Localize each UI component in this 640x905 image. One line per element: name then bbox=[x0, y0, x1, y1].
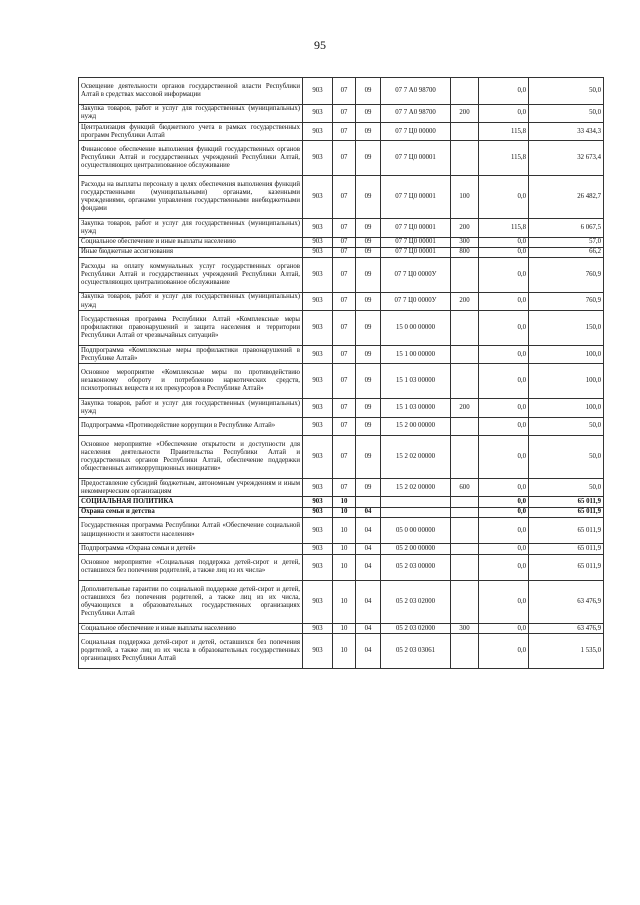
table-cell-name: Централизация функций бюджетного учета в рамках государственных программ Республики Алтай bbox=[79, 123, 303, 141]
table-row bbox=[79, 237, 604, 247]
table-row bbox=[79, 417, 604, 435]
table-cell-target-article: 15 1 03 00000 bbox=[381, 364, 451, 399]
table-cell-target-article: 15 2 00 00000 bbox=[381, 417, 451, 435]
table-cell-amount-change: 0,0 bbox=[479, 479, 529, 497]
table-cell-subsection: 09 bbox=[356, 311, 381, 346]
table-cell-subsection: 04 bbox=[356, 544, 381, 554]
table-cell-admin-code: 903 bbox=[303, 141, 333, 176]
table-cell-amount-total: 100,0 bbox=[529, 346, 604, 364]
table-cell-section: 07 bbox=[333, 364, 356, 399]
table-cell-subsection: 04 bbox=[356, 554, 381, 581]
table-cell-expense-type bbox=[451, 436, 479, 479]
table-cell-target-article: 05 2 03 02000 bbox=[381, 624, 451, 634]
table-cell-admin-code: 903 bbox=[303, 176, 333, 219]
table-cell-subsection: 09 bbox=[356, 219, 381, 237]
table-cell-subsection: 09 bbox=[356, 176, 381, 219]
table-cell-admin-code: 903 bbox=[303, 436, 333, 479]
table-row bbox=[79, 544, 604, 554]
table-cell-expense-type: 600 bbox=[451, 479, 479, 497]
table-cell-amount-change: 0,0 bbox=[479, 497, 529, 507]
table-cell-section: 07 bbox=[333, 176, 356, 219]
table-cell-amount-change: 115,8 bbox=[479, 123, 529, 141]
table-cell-name: Социальное обеспечение и иные выплаты населению bbox=[79, 237, 303, 247]
table-cell-name: Основное мероприятие «Обеспечение открытости и доступности для населения деятельности Правительства Республики Алтай и государственных органов Республики Алтай, обеспечение поддержки общественных антикоррупционных инициатив» bbox=[79, 436, 303, 479]
table-cell-expense-type bbox=[451, 634, 479, 669]
table-cell-admin-code: 903 bbox=[303, 247, 333, 257]
table-cell-amount-change: 0,0 bbox=[479, 258, 529, 293]
table-cell-section: 07 bbox=[333, 123, 356, 141]
table-row bbox=[79, 581, 604, 624]
table-cell-subsection: 09 bbox=[356, 237, 381, 247]
table-cell-subsection: 09 bbox=[356, 364, 381, 399]
table-cell-amount-change: 115,8 bbox=[479, 141, 529, 176]
table-cell-amount-total: 50,0 bbox=[529, 436, 604, 479]
table-cell-section: 07 bbox=[333, 78, 356, 105]
table-cell-name: Государственная программа Республики Алтай «Обеспечение социальной защищенности и занятости населения» bbox=[79, 517, 303, 544]
table-cell-expense-type bbox=[451, 141, 479, 176]
table-cell-section: 10 bbox=[333, 497, 356, 507]
table-cell-subsection: 09 bbox=[356, 479, 381, 497]
table-cell-name: Подпрограмма «Комплексные меры профилактики правонарушений в Республике Алтай» bbox=[79, 346, 303, 364]
table-cell-amount-change: 0,0 bbox=[479, 364, 529, 399]
table-cell-subsection: 09 bbox=[356, 123, 381, 141]
table-cell-amount-change: 0,0 bbox=[479, 78, 529, 105]
table-cell-target-article: 07 7 Ц0 00000 bbox=[381, 123, 451, 141]
table-cell-expense-type: 100 bbox=[451, 176, 479, 219]
table-row bbox=[79, 123, 604, 141]
table-cell-admin-code: 903 bbox=[303, 399, 333, 417]
table-cell-section: 10 bbox=[333, 507, 356, 517]
table-cell-admin-code: 903 bbox=[303, 311, 333, 346]
table-cell-admin-code: 903 bbox=[303, 123, 333, 141]
table-cell-section: 10 bbox=[333, 517, 356, 544]
table-cell-name: Закупка товаров, работ и услуг для государственных (муниципальных) нужд bbox=[79, 292, 303, 310]
table-cell-expense-type bbox=[451, 417, 479, 435]
table-row bbox=[79, 219, 604, 237]
table-cell-name: Иные бюджетные ассигнования bbox=[79, 247, 303, 257]
table-row bbox=[79, 176, 604, 219]
table-cell-admin-code: 903 bbox=[303, 479, 333, 497]
table-cell-expense-type bbox=[451, 554, 479, 581]
table-row bbox=[79, 141, 604, 176]
table-cell-amount-total: 33 434,3 bbox=[529, 123, 604, 141]
table-cell-section: 07 bbox=[333, 247, 356, 257]
table-cell-name: Дополнительные гарантии по социальной поддержке детей-сирот и детей, оставшихся без попечения родителей, а также лиц из их числа, обучающихся в образовательных государственных организациях Республики Алтай bbox=[79, 581, 303, 624]
table-cell-subsection: 04 bbox=[356, 517, 381, 544]
table-row bbox=[79, 507, 604, 517]
table-cell-name: СОЦИАЛЬНАЯ ПОЛИТИКА bbox=[79, 497, 303, 507]
table-cell-subsection: 09 bbox=[356, 78, 381, 105]
table-cell-amount-total: 63 476,9 bbox=[529, 581, 604, 624]
table-cell-section: 10 bbox=[333, 634, 356, 669]
table-cell-name: Закупка товаров, работ и услуг для государственных (муниципальных) нужд bbox=[79, 399, 303, 417]
table-cell-admin-code: 903 bbox=[303, 634, 333, 669]
table-cell-admin-code: 903 bbox=[303, 346, 333, 364]
table-cell-amount-total: 57,0 bbox=[529, 237, 604, 247]
table-cell-name: Закупка товаров, работ и услуг для государственных (муниципальных) нужд bbox=[79, 104, 303, 122]
table-cell-name: Охрана семьи и детства bbox=[79, 507, 303, 517]
table-cell-section: 10 bbox=[333, 554, 356, 581]
table-cell-section: 07 bbox=[333, 292, 356, 310]
table-cell-target-article: 15 1 00 00000 bbox=[381, 346, 451, 364]
table-cell-subsection: 09 bbox=[356, 141, 381, 176]
table-cell-amount-total: 65 011,9 bbox=[529, 554, 604, 581]
table-cell-amount-change: 0,0 bbox=[479, 417, 529, 435]
table-cell-amount-change: 0,0 bbox=[479, 311, 529, 346]
table-cell-name: Государственная программа Республики Алтай «Комплексные меры профилактики правонарушений и защита населения и территории Республики Алтай от чрезвычайных ситуаций» bbox=[79, 311, 303, 346]
table-cell-subsection: 09 bbox=[356, 417, 381, 435]
table-cell-amount-total: 760,9 bbox=[529, 292, 604, 310]
table-cell-amount-change: 0,0 bbox=[479, 544, 529, 554]
table-cell-admin-code: 903 bbox=[303, 517, 333, 544]
table-cell-amount-change: 0,0 bbox=[479, 581, 529, 624]
table-cell-name: Социальная поддержка детей-сирот и детей, оставшихся без попечения родителей, а также лиц из их числа в образовательных государственных организациях Республики Алтай bbox=[79, 634, 303, 669]
table-cell-amount-change: 0,0 bbox=[479, 176, 529, 219]
table-cell-target-article: 05 0 00 00000 bbox=[381, 517, 451, 544]
table-cell-admin-code: 903 bbox=[303, 507, 333, 517]
table-cell-name: Подпрограмма «Охрана семьи и детей» bbox=[79, 544, 303, 554]
table-cell-amount-total: 50,0 bbox=[529, 417, 604, 435]
table-cell-amount-total: 50,0 bbox=[529, 479, 604, 497]
table-cell-subsection: 04 bbox=[356, 581, 381, 624]
table-cell-expense-type bbox=[451, 258, 479, 293]
table-cell-expense-type bbox=[451, 346, 479, 364]
table-cell-expense-type bbox=[451, 581, 479, 624]
table-cell-name: Основное мероприятие «Комплексные меры по противодействию незаконному обороту и потреблению наркотических средств, психотропных веществ и их прекурсоров в Республике Алтай» bbox=[79, 364, 303, 399]
table-cell-subsection: 09 bbox=[356, 104, 381, 122]
table-cell-amount-total: 65 011,9 bbox=[529, 507, 604, 517]
table-cell-subsection: 04 bbox=[356, 624, 381, 634]
table-row bbox=[79, 78, 604, 105]
table-row bbox=[79, 104, 604, 122]
table-cell-expense-type bbox=[451, 497, 479, 507]
table-cell-amount-change: 0,0 bbox=[479, 517, 529, 544]
table-cell-section: 07 bbox=[333, 436, 356, 479]
table-cell-amount-change: 0,0 bbox=[479, 436, 529, 479]
table-cell-amount-change: 0,0 bbox=[479, 346, 529, 364]
table-cell-amount-total: 6 067,5 bbox=[529, 219, 604, 237]
table-cell-target-article bbox=[381, 497, 451, 507]
table-cell-section: 07 bbox=[333, 417, 356, 435]
table-row bbox=[79, 634, 604, 669]
table-cell-subsection: 04 bbox=[356, 634, 381, 669]
table-cell-amount-total: 66,2 bbox=[529, 247, 604, 257]
page-number: 95 bbox=[314, 38, 326, 52]
table-cell-section: 07 bbox=[333, 219, 356, 237]
table-cell-admin-code: 903 bbox=[303, 497, 333, 507]
table-row bbox=[79, 346, 604, 364]
table-cell-target-article: 07 7 Ц0 0000У bbox=[381, 258, 451, 293]
table-cell-amount-total: 32 673,4 bbox=[529, 141, 604, 176]
table-cell-section: 07 bbox=[333, 399, 356, 417]
table-cell-section: 07 bbox=[333, 104, 356, 122]
table-cell-amount-change: 0,0 bbox=[479, 634, 529, 669]
table-cell-expense-type bbox=[451, 123, 479, 141]
table-cell-target-article: 07 7 Ц0 00001 bbox=[381, 141, 451, 176]
table-cell-amount-total: 50,0 bbox=[529, 78, 604, 105]
table-cell-expense-type bbox=[451, 311, 479, 346]
table-cell-amount-change: 0,0 bbox=[479, 399, 529, 417]
table-row bbox=[79, 399, 604, 417]
budget-table bbox=[78, 77, 604, 669]
table-row bbox=[79, 292, 604, 310]
table-cell-subsection: 09 bbox=[356, 247, 381, 257]
table-row bbox=[79, 436, 604, 479]
table-cell-amount-total: 50,0 bbox=[529, 104, 604, 122]
table-cell-admin-code: 903 bbox=[303, 237, 333, 247]
table-row bbox=[79, 554, 604, 581]
table-cell-admin-code: 903 bbox=[303, 78, 333, 105]
table-cell-amount-total: 1 535,0 bbox=[529, 634, 604, 669]
table-cell-section: 10 bbox=[333, 624, 356, 634]
table-cell-expense-type bbox=[451, 507, 479, 517]
table-cell-expense-type: 300 bbox=[451, 624, 479, 634]
table-cell-expense-type: 200 bbox=[451, 219, 479, 237]
table-cell-target-article: 15 1 03 00000 bbox=[381, 399, 451, 417]
table-cell-expense-type: 300 bbox=[451, 237, 479, 247]
table-cell-admin-code: 903 bbox=[303, 292, 333, 310]
table-cell-section: 07 bbox=[333, 258, 356, 293]
table-cell-section: 10 bbox=[333, 544, 356, 554]
table-row bbox=[79, 624, 604, 634]
table-cell-amount-change: 0,0 bbox=[479, 554, 529, 581]
table-cell-section: 07 bbox=[333, 479, 356, 497]
table-cell-amount-total: 100,0 bbox=[529, 399, 604, 417]
table-cell-amount-change: 0,0 bbox=[479, 507, 529, 517]
table-cell-target-article: 07 7 Ц0 00001 bbox=[381, 247, 451, 257]
table-cell-amount-change: 0,0 bbox=[479, 237, 529, 247]
table-cell-target-article: 07 7 А0 98700 bbox=[381, 104, 451, 122]
table-cell-expense-type: 800 bbox=[451, 247, 479, 257]
table-cell-section: 10 bbox=[333, 581, 356, 624]
table-cell-target-article: 05 2 03 00000 bbox=[381, 554, 451, 581]
table-row bbox=[79, 311, 604, 346]
table-cell-target-article: 05 2 03 02000 bbox=[381, 581, 451, 624]
table-cell-amount-total: 65 011,9 bbox=[529, 544, 604, 554]
table-row bbox=[79, 364, 604, 399]
table-cell-subsection: 09 bbox=[356, 346, 381, 364]
table-cell-target-article bbox=[381, 507, 451, 517]
table-cell-amount-total: 150,0 bbox=[529, 311, 604, 346]
table-cell-target-article: 07 7 А0 98700 bbox=[381, 78, 451, 105]
table-cell-target-article: 05 2 03 03061 bbox=[381, 634, 451, 669]
table-cell-amount-change: 0,0 bbox=[479, 624, 529, 634]
table-cell-target-article: 05 2 00 00000 bbox=[381, 544, 451, 554]
table-cell-target-article: 07 7 Ц0 00001 bbox=[381, 176, 451, 219]
table-cell-amount-total: 100,0 bbox=[529, 364, 604, 399]
table-cell-amount-total: 65 011,9 bbox=[529, 517, 604, 544]
table-cell-admin-code: 903 bbox=[303, 417, 333, 435]
table-cell-section: 07 bbox=[333, 237, 356, 247]
table-cell-amount-change: 115,8 bbox=[479, 219, 529, 237]
table-cell-subsection: 09 bbox=[356, 399, 381, 417]
table-row bbox=[79, 517, 604, 544]
table-cell-admin-code: 903 bbox=[303, 219, 333, 237]
table-cell-target-article: 07 7 Ц0 00001 bbox=[381, 237, 451, 247]
table-cell-name: Закупка товаров, работ и услуг для государственных (муниципальных) нужд bbox=[79, 219, 303, 237]
table-cell-amount-change: 0,0 bbox=[479, 292, 529, 310]
table-row bbox=[79, 497, 604, 507]
table-cell-admin-code: 903 bbox=[303, 104, 333, 122]
table-cell-section: 07 bbox=[333, 346, 356, 364]
table-row bbox=[79, 258, 604, 293]
table-cell-expense-type bbox=[451, 517, 479, 544]
table-cell-name: Расходы на оплату коммунальных услуг государственных органов Республики Алтай и государственных учреждений Республики Алтай, осуществляющих централизованное обслуживание bbox=[79, 258, 303, 293]
table-cell-expense-type: 200 bbox=[451, 104, 479, 122]
table-cell-name: Расходы на выплаты персоналу в целях обеспечения выполнения функций государственными (муниципальными) органами, казенными учреждениями, органами управления государственными внебюджетными фондами bbox=[79, 176, 303, 219]
table-cell-expense-type bbox=[451, 364, 479, 399]
table-cell-admin-code: 903 bbox=[303, 624, 333, 634]
table-cell-admin-code: 903 bbox=[303, 364, 333, 399]
table-row bbox=[79, 247, 604, 257]
table-cell-amount-total: 63 476,9 bbox=[529, 624, 604, 634]
table-cell-amount-change: 0,0 bbox=[479, 104, 529, 122]
table-cell-name: Освещение деятельности органов государственной власти Республики Алтай в средствах массовой информации bbox=[79, 78, 303, 105]
table-cell-amount-total: 760,9 bbox=[529, 258, 604, 293]
table-cell-amount-total: 26 482,7 bbox=[529, 176, 604, 219]
table-cell-admin-code: 903 bbox=[303, 554, 333, 581]
table-cell-name: Предоставление субсидий бюджетным, автономным учреждениям и иным некоммерческим организациям bbox=[79, 479, 303, 497]
table-cell-section: 07 bbox=[333, 311, 356, 346]
table-cell-name: Подпрограмма «Противодействие коррупции в Республике Алтай» bbox=[79, 417, 303, 435]
table-cell-name: Основное мероприятие «Социальная поддержка детей-сирот и детей, оставшихся без попечения родителей, а также лиц из их числа» bbox=[79, 554, 303, 581]
table-cell-target-article: 15 2 02 00000 bbox=[381, 479, 451, 497]
table-cell-expense-type bbox=[451, 78, 479, 105]
table-cell-subsection bbox=[356, 497, 381, 507]
table-cell-subsection: 09 bbox=[356, 258, 381, 293]
table-cell-admin-code: 903 bbox=[303, 581, 333, 624]
table-cell-amount-change: 0,0 bbox=[479, 247, 529, 257]
table-cell-subsection: 04 bbox=[356, 507, 381, 517]
table-cell-target-article: 07 7 Ц0 00001 bbox=[381, 219, 451, 237]
table-cell-subsection: 09 bbox=[356, 292, 381, 310]
table-cell-target-article: 15 2 02 00000 bbox=[381, 436, 451, 479]
table-cell-name: Финансовое обеспечение выполнения функций государственных органов Республики Алтай и государственных учреждений Республики Алтай, осуществляющих централизованное обслуживание bbox=[79, 141, 303, 176]
table-cell-admin-code: 903 bbox=[303, 258, 333, 293]
table-cell-target-article: 15 0 00 00000 bbox=[381, 311, 451, 346]
table-cell-expense-type: 200 bbox=[451, 292, 479, 310]
table-row bbox=[79, 479, 604, 497]
table-cell-section: 07 bbox=[333, 141, 356, 176]
table-cell-admin-code: 903 bbox=[303, 544, 333, 554]
table-cell-target-article: 07 7 Ц0 0000У bbox=[381, 292, 451, 310]
table-cell-name: Социальное обеспечение и иные выплаты населению bbox=[79, 624, 303, 634]
table-cell-expense-type: 200 bbox=[451, 399, 479, 417]
table-cell-subsection: 09 bbox=[356, 436, 381, 479]
table-cell-expense-type bbox=[451, 544, 479, 554]
table-cell-amount-total: 65 011,9 bbox=[529, 497, 604, 507]
